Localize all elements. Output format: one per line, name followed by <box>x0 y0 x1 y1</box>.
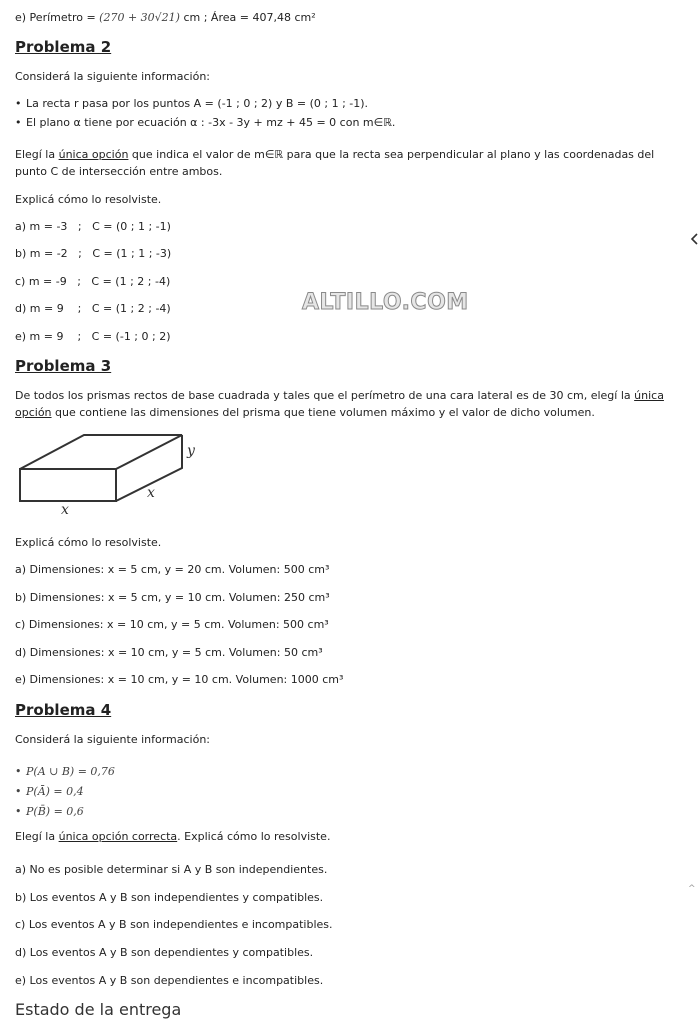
problema-2-question <box>15 146 685 180</box>
unique-option-link: única opción <box>15 389 664 419</box>
watermark: ALTILLO.COM <box>302 290 469 315</box>
question-text: Elegí la <box>15 830 59 843</box>
option-d[interactable]: d) Los eventos A y B son dependientes y compatibles. <box>15 946 314 959</box>
label-y: y <box>187 443 195 459</box>
perimeter-formula: (270 + 30√21) <box>99 11 180 24</box>
option-a[interactable]: a) No es posible determinar si A y B son independientes. <box>15 863 328 876</box>
option-d[interactable]: d) m = 9 ; C = (1 ; 2 ; -4) <box>15 302 171 315</box>
option-text-suffix: cm ; Área = 407,48 cm² <box>179 11 316 24</box>
chevron-up-icon[interactable]: ^ <box>688 884 696 894</box>
problema-2-intro: Considerá la siguiente información: <box>15 70 211 83</box>
unique-option-link: única opción correcta <box>58 830 178 843</box>
option-c[interactable]: c) Dimensiones: x = 10 cm, y = 5 cm. Volumen: 500 cm³ <box>15 618 329 631</box>
option-b[interactable]: b) m = -2 ; C = (1 ; 1 ; -3) <box>15 247 172 260</box>
question-text: Elegí la <box>15 148 59 161</box>
question-text: De todos los prismas rectos de base cuadrada y tales que el perímetro de una cara lateral es de 30 cm, elegí la <box>15 389 635 402</box>
option-c[interactable]: c) m = -9 ; C = (1 ; 2 ; -4) <box>15 275 171 288</box>
question-text: . Explicá cómo lo resolviste. <box>177 830 331 843</box>
unique-option-link: única opción <box>58 148 129 161</box>
option-a[interactable]: a) m = -3 ; C = (0 ; 1 ; -1) <box>15 220 171 233</box>
probability-item: • P(B̄) = 0,6 <box>15 802 115 822</box>
estado-entrega-heading: Estado de la entrega <box>15 1000 182 1019</box>
chevron-left-icon[interactable] <box>690 233 698 245</box>
problema-2-title: Problema 2 <box>15 38 112 56</box>
option-b[interactable]: b) Los eventos A y B son independientes y compatibles. <box>15 891 324 904</box>
option-text: e) Perímetro = <box>15 11 100 24</box>
problema-2-bullets <box>15 97 395 129</box>
option-e[interactable]: e) Dimensiones: x = 10 cm, y = 10 cm. Volumen: 1000 cm³ <box>15 673 344 686</box>
probability-item: • P(Ā) = 0,4 <box>15 782 115 802</box>
option-b[interactable]: b) Dimensiones: x = 5 cm, y = 10 cm. Volumen: 250 cm³ <box>15 591 330 604</box>
problema-4-intro: Considerá la siguiente información: <box>15 733 211 746</box>
option-e[interactable]: e) Los eventos A y B son dependientes e incompatibles. <box>15 974 324 987</box>
probability-item: • P(A ∪ B) = 0,76 <box>15 762 115 782</box>
problema-4-question <box>15 829 330 844</box>
problema-4-bullets <box>15 762 115 822</box>
problema-4-title: Problema 4 <box>15 701 112 719</box>
bullet-item: • El plano α tiene por ecuación α : -3x - 3y + mz + 45 = 0 con m∈ℝ. <box>15 116 395 129</box>
option-d[interactable]: d) Dimensiones: x = 10 cm, y = 5 cm. Volumen: 50 cm³ <box>15 646 323 659</box>
bullet-item: • La recta r pasa por los puntos A = (-1 ; 0 ; 2) y B = (0 ; 1 ; -1). <box>15 97 395 110</box>
question-text: que indica el valor de m∈ℝ para que la recta sea perpendicular al plano y las coordenadas del punto C de intersección entre ambos. <box>15 148 655 178</box>
label-x-bottom: x <box>61 502 69 516</box>
label-x-side: x <box>147 485 155 501</box>
problema-3-title: Problema 3 <box>15 357 112 375</box>
problema-2-explain: Explicá cómo lo resolviste. <box>15 193 162 206</box>
problema-3-explain: Explicá cómo lo resolviste. <box>15 536 162 549</box>
option-e[interactable]: e) m = 9 ; C = (-1 ; 0 ; 2) <box>15 330 171 343</box>
problema-3-question <box>15 387 685 421</box>
question-text: que contiene las dimensiones del prisma que tiene volumen máximo y el valor de dicho volumen. <box>51 406 595 419</box>
prism-figure <box>15 431 215 516</box>
option-a[interactable]: a) Dimensiones: x = 5 cm, y = 20 cm. Volumen: 500 cm³ <box>15 563 330 576</box>
option-c[interactable]: c) Los eventos A y B son independientes e incompatibles. <box>15 918 333 931</box>
prev-option-e <box>15 10 316 25</box>
